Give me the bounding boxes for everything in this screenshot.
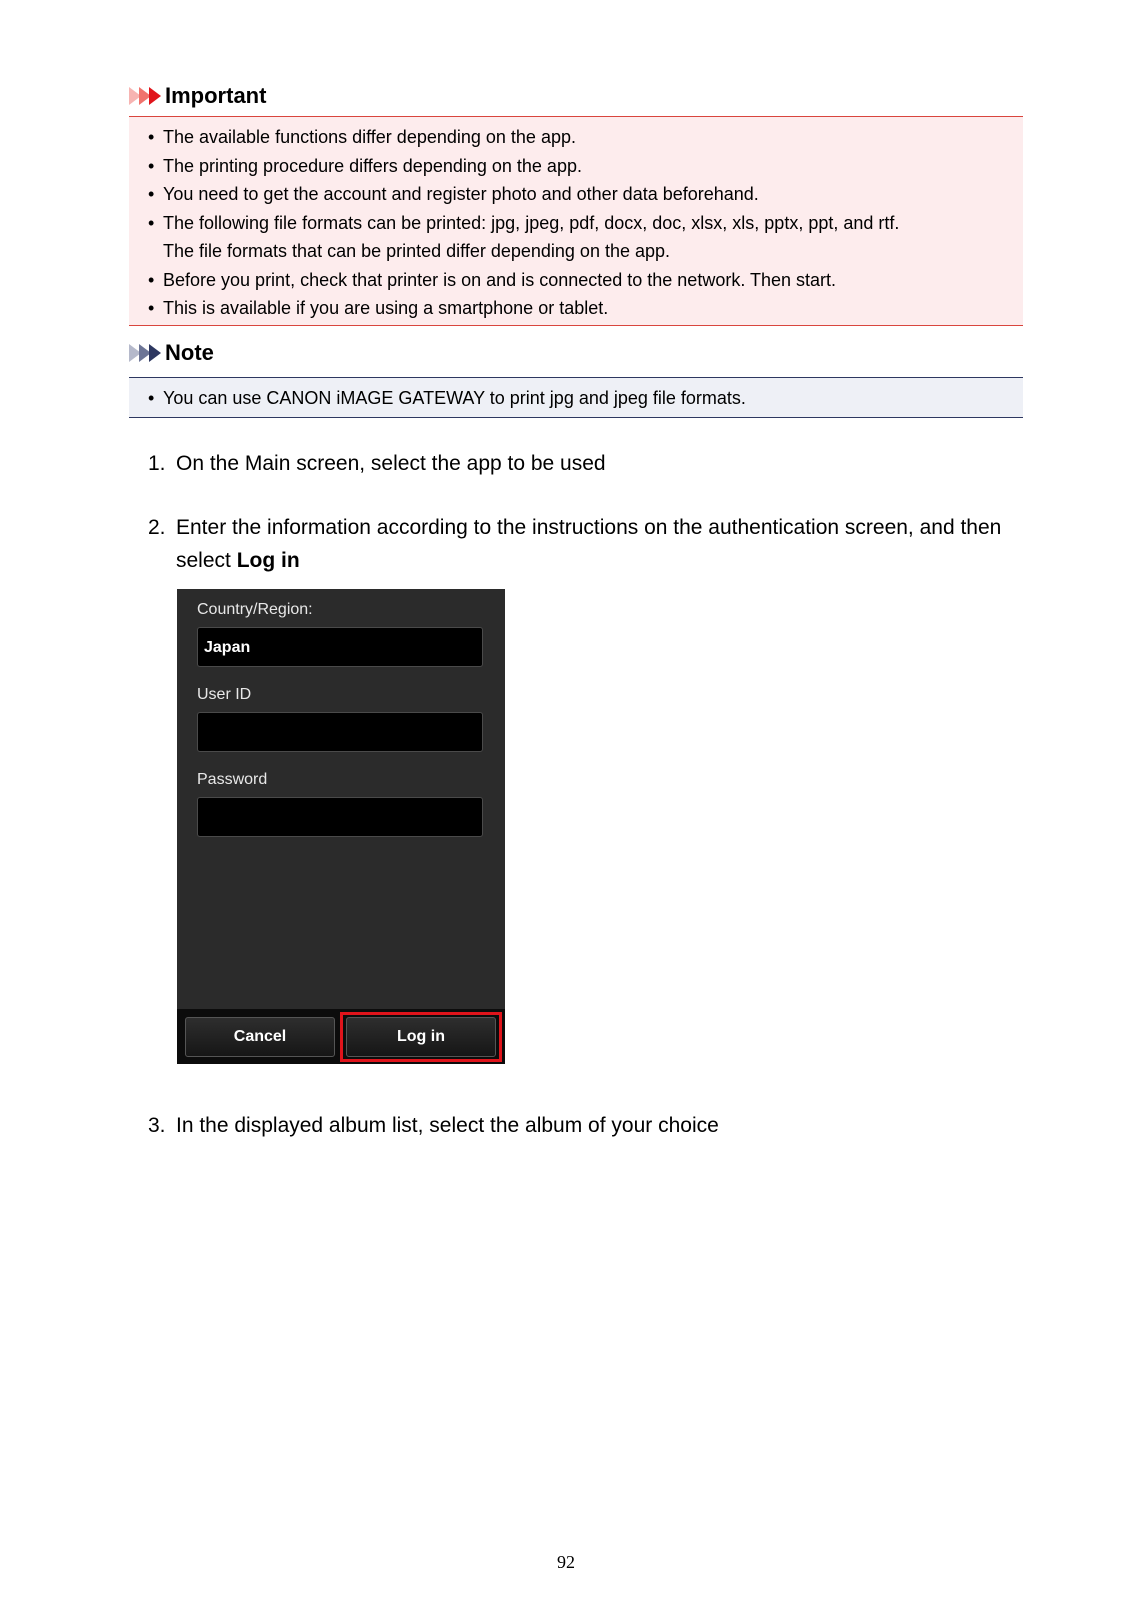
step-3: 3. In the displayed album list, select the album of your choice (148, 1114, 719, 1137)
log-in-button[interactable]: Log in (346, 1017, 496, 1057)
cancel-button[interactable]: Cancel (185, 1017, 335, 1057)
important-item-continuation: The file formats that can be printed differ depending on the app. (163, 241, 671, 261)
step-2: 2. Enter the information according to the instructions on the authentication screen, and then select Log in (148, 516, 1002, 572)
password-field[interactable] (197, 797, 483, 837)
triple-chevron-red-icon (129, 87, 159, 105)
important-item: • This is available if you are using a smartphone or tablet. (148, 298, 609, 318)
important-box (129, 116, 1023, 326)
country-region-label: Country/Region: (197, 601, 313, 618)
login-screenshot (177, 589, 505, 1064)
password-label: Password (197, 771, 268, 788)
page-number: 92 (557, 1552, 575, 1572)
important-title: Important (165, 83, 267, 108)
country-region-field[interactable]: Japan (197, 627, 483, 667)
important-item: • The available functions differ depending on the app. (148, 127, 576, 147)
log-in-highlight (340, 1012, 502, 1062)
triple-chevron-navy-icon (129, 344, 159, 362)
note-box (129, 377, 1023, 418)
important-item: • Before you print, check that printer is on and is connected to the network. Then start. (148, 269, 837, 290)
important-item: • The printing procedure differs depending on the app. (148, 155, 582, 176)
note-item: • You can use CANON iMAGE GATEWAY to print jpg and jpeg file formats. (148, 388, 746, 408)
important-item: • The following file formats can be printed: jpg, jpeg, pdf, docx, doc, xlsx, xls, pptx, ppt, and rtf. (148, 212, 900, 233)
log-in-emphasis: Log in (236, 549, 300, 572)
user-id-label: User ID (197, 686, 252, 703)
button-bar (177, 1009, 505, 1064)
note-title: Note (165, 340, 214, 365)
step-1: 1. On the Main screen, select the app to be used (148, 452, 606, 475)
note-heading (129, 340, 214, 366)
important-heading (129, 83, 266, 109)
user-id-field[interactable] (197, 712, 483, 752)
important-item: • You need to get the account and register photo and other data beforehand. (148, 184, 759, 204)
